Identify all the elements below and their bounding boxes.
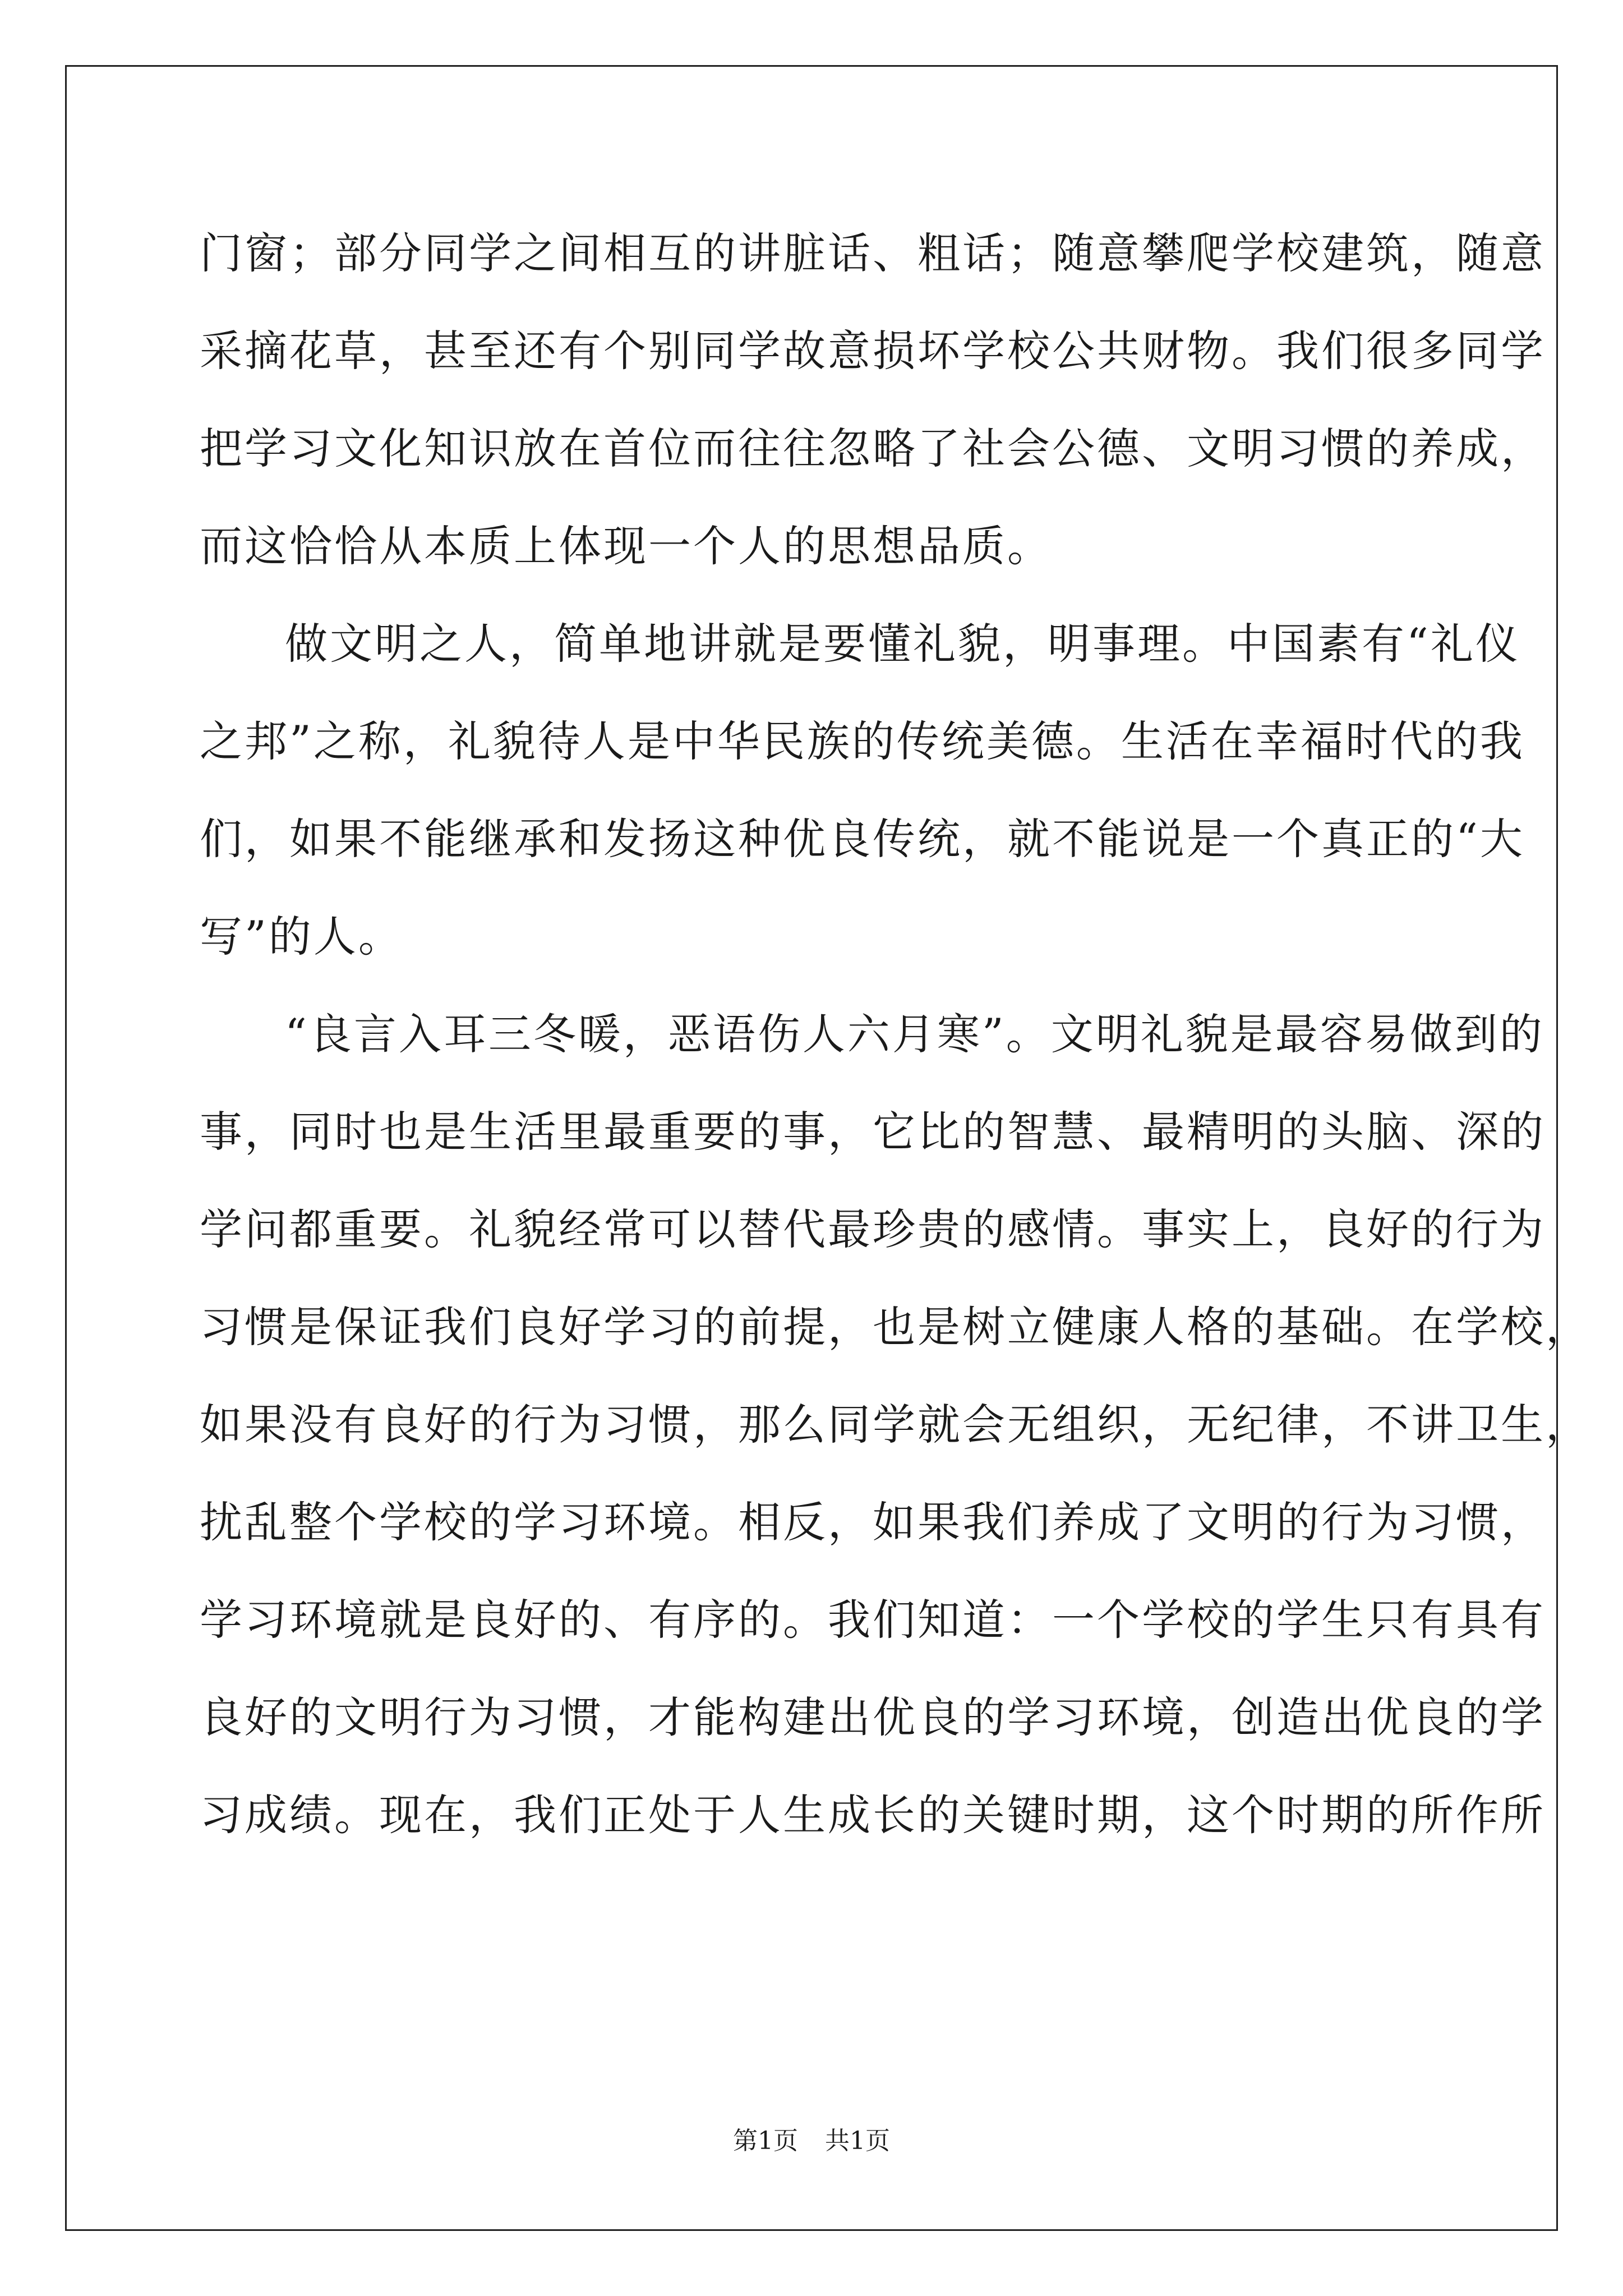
text-line: 习惯是保证我们良好学习的前提，也是树立健康人格的基础。在学校，: [200, 1302, 1590, 1352]
text-line: 门窗；部分同学之间相互的讲脏话、粗话；随意攀爬学校建筑，随意: [200, 228, 1546, 278]
text-line: 良好的文明行为习惯，才能构建出优良的学习环境，创造出优良的学: [200, 1692, 1546, 1742]
text-line: 学习环境就是良好的、有序的。我们知道：一个学校的学生只有具有: [200, 1595, 1546, 1645]
text-line: 如果没有良好的行为习惯，那么同学就会无组织，无纪律，不讲卫生，: [200, 1400, 1590, 1450]
text-line: 采摘花草，甚至还有个别同学故意损坏学校公共财物。我们很多同学: [200, 326, 1546, 376]
text-line: “良言入耳三冬暖，恶语伤人六月寒”。文明礼貌是最容易做到的: [285, 1009, 1544, 1059]
text-line: 写”的人。: [200, 912, 403, 961]
text-line: 们，如果不能继承和发扬这种优良传统，就不能说是一个真正的“大: [200, 814, 1525, 864]
page-number: 第1页: [733, 2127, 798, 2155]
page-footer: [0, 2120, 1623, 2156]
document-body: [200, 205, 1590, 1864]
text-line: 学问都重要。礼貌经常可以替代最珍贵的感情。事实上，良好的行为: [200, 1204, 1546, 1254]
text-line: 把学习文化知识放在首位而往往忽略了社会公德、文明习惯的养成，: [200, 424, 1546, 473]
text-line: 而这恰恰从本质上体现一个人的思想品质。: [200, 521, 1052, 571]
text-line: 事，同时也是生活里最重要的事，它比的智慧、最精明的头脑、深的: [200, 1107, 1546, 1157]
text-line: 之邦”之称，礼貌待人是中华民族的传统美德。生活在幸福时代的我: [200, 716, 1525, 766]
text-line: 做文明之人，简单地讲就是要懂礼貌，明事理。中国素有“礼仪: [285, 619, 1520, 669]
text-line: 扰乱整个学校的学习环境。相反，如果我们养成了文明的行为习惯，: [200, 1497, 1546, 1547]
text-line: 习成绩。现在，我们正处于人生成长的关键时期，这个时期的所作所: [200, 1790, 1546, 1840]
page-total: 共1页: [825, 2127, 890, 2155]
